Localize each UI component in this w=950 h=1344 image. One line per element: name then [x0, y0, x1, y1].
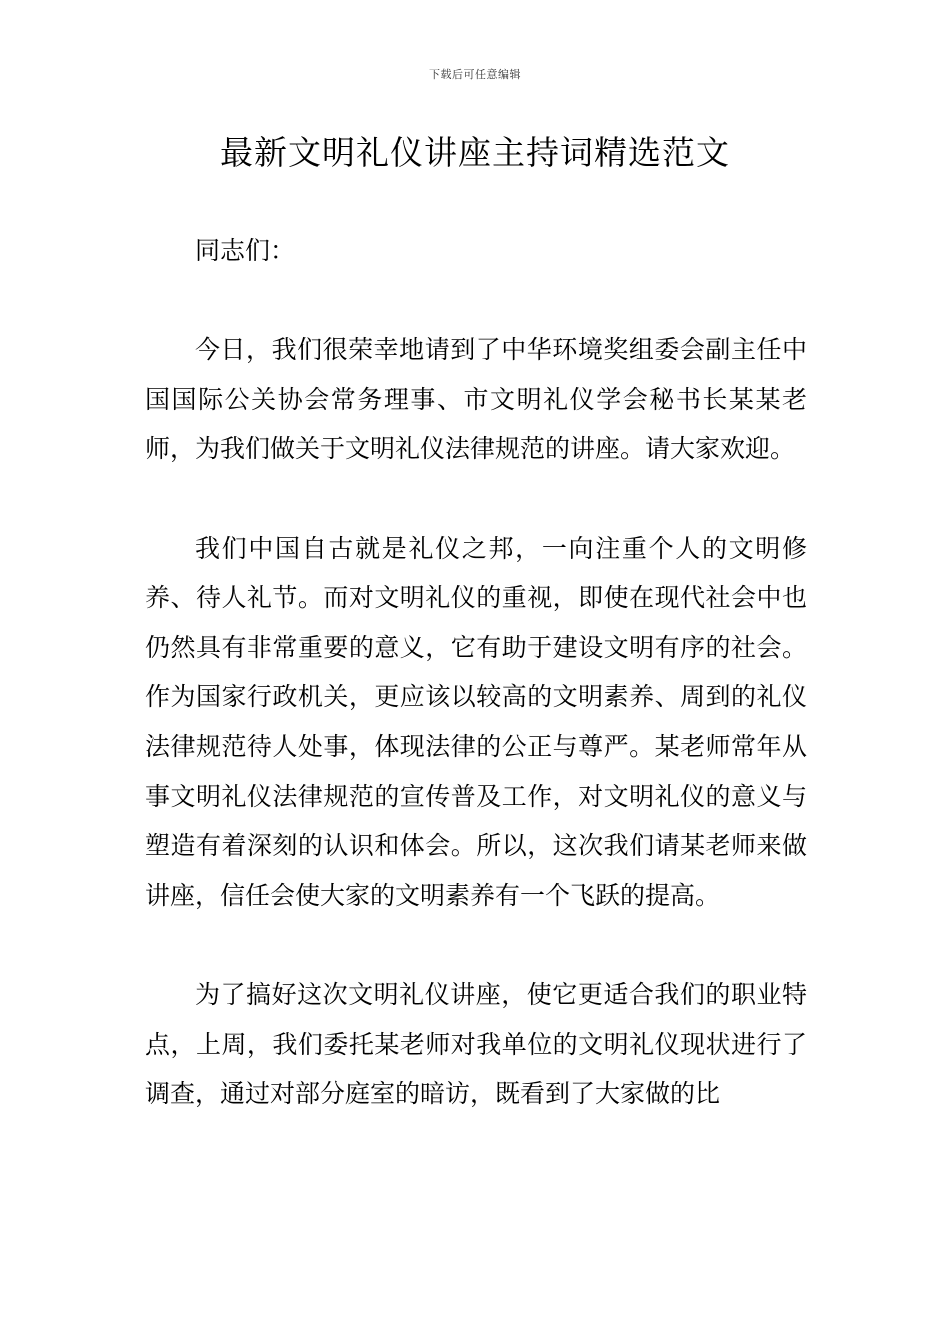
document-body: [145, 226, 807, 1119]
paragraph-3: 为了搞好这次文明礼仪讲座，使它更适合我们的职业特点，上周，我们委托某老师对我单位的文明礼仪现状进行了调查，通过对部分庭室的暗访，既看到了大家做的比: [145, 979, 807, 1109]
paragraph-gap: [145, 474, 807, 524]
salutation: 同志们：: [195, 236, 296, 265]
paragraph-1: 今日，我们很荣幸地请到了中华环境奖组委会副主任中国国际公关协会常务理事、市文明礼仪学会秘书长某某老师，为我们做关于文明礼仪法律规范的讲座。请大家欢迎。: [145, 335, 807, 464]
document-title: 最新文明礼仪讲座主持词精选范文: [220, 133, 730, 172]
header-note: 下载后可任意编辑: [429, 68, 521, 81]
paragraph-2: 我们中国自古就是礼仪之邦，一向注重个人的文明修养、待人礼节。而对文明礼仪的重视，即使在现代社会中也仍然具有非常重要的意义，它有助于建设文明有序的社会。作为国家行政机关，更应该以较高的文明素养、周到的礼仪法律规范待人处事，体现法律的公正与尊严。某老师常年从事文明礼仪法律规范的宣传普及工作，对文明礼仪的意义与塑造有着深刻的认识和体会。所以，这次我们请某老师来做讲座，信任会使大家的文明素养有一个飞跃的提高。: [145, 533, 807, 910]
paragraph-gap: [145, 920, 807, 970]
